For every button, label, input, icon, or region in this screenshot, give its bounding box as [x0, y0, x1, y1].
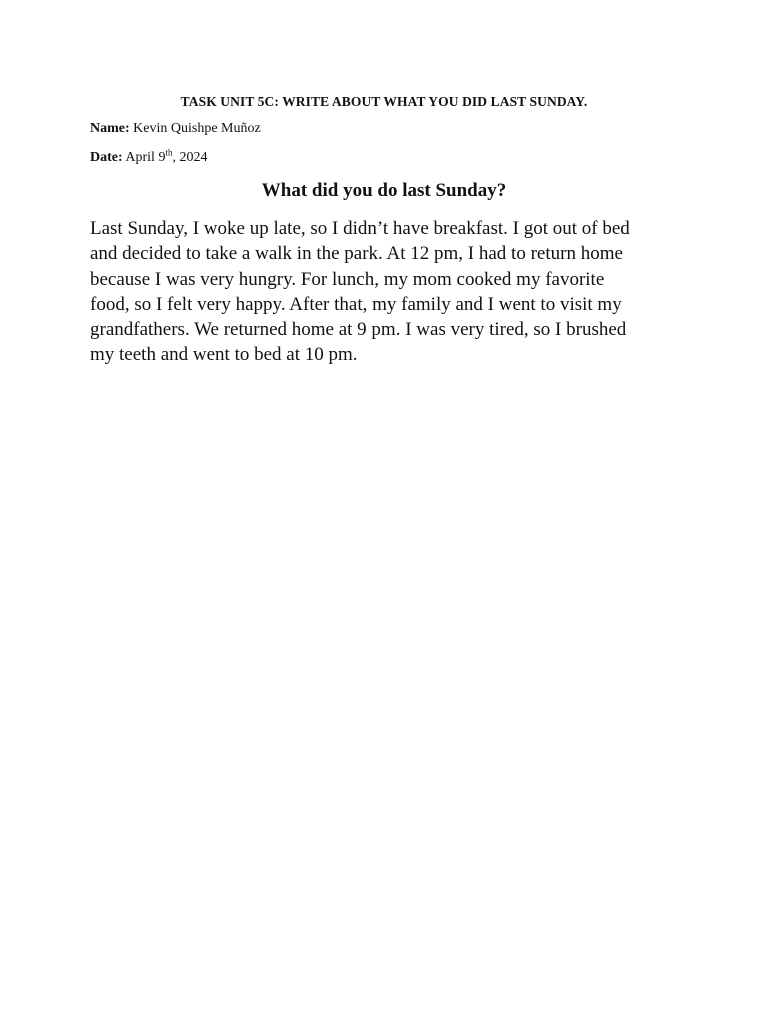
- essay-line: grandfathers. We returned home at 9 pm. I was very tired, so I brushed: [90, 319, 627, 341]
- essay-line: Last Sunday, I woke up late, so I didn’t have breakfast. I got out of bed: [90, 218, 630, 239]
- date-line: [90, 147, 208, 166]
- name-value: Kevin Quishpe Muñoz: [133, 121, 261, 136]
- essay-line: because I was very hungry. For lunch, my mom cooked my favorite: [90, 268, 605, 290]
- essay-line: my teeth and went to bed at 10 pm.: [90, 344, 358, 366]
- essay-line: food, so I felt very happy. After that, my family and I went to visit my: [90, 293, 622, 315]
- name-line: [90, 121, 261, 137]
- date-day: April 9: [125, 150, 166, 165]
- essay-heading: What did you do last Sunday?: [261, 180, 507, 201]
- date-ordinal-suffix: th: [165, 147, 173, 158]
- name-label: Name:: [90, 121, 130, 136]
- date-year: , 2024: [172, 150, 208, 165]
- essay-line: and decided to take a walk in the park. At 12 pm, I had to return home: [90, 243, 623, 265]
- date-label: Date:: [90, 150, 123, 165]
- date-value: [125, 147, 208, 165]
- essay-body: [90, 216, 680, 368]
- task-title: TASK UNIT 5C: WRITE ABOUT WHAT YOU DID LAST SUNDAY.: [180, 94, 588, 109]
